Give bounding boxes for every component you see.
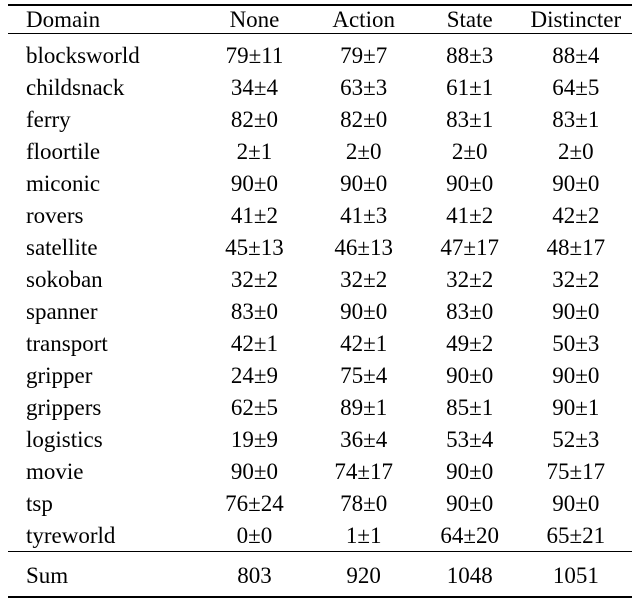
column-header-state: State <box>420 5 520 34</box>
cell-domain: sokoban <box>26 266 103 292</box>
cell-domain: ferry <box>26 106 71 132</box>
cell-domain: movie <box>26 458 84 484</box>
cell-action: 42±1 <box>340 330 388 356</box>
cell-none: 19±9 <box>230 426 279 452</box>
cell-action: 41±3 <box>340 202 388 228</box>
cell-none: 79±11 <box>201 34 307 72</box>
table-row <box>8 167 632 199</box>
cell-state: 32±2 <box>446 266 494 292</box>
table-summary-row <box>8 552 632 598</box>
cell-domain: gripper <box>26 362 93 388</box>
table-header <box>8 5 632 34</box>
cell-none: 82±0 <box>230 106 279 132</box>
cell-distincter: 90±0 <box>552 170 600 196</box>
cell-state: 2±0 <box>451 138 488 164</box>
cell-none: 24±9 <box>230 362 279 388</box>
table-row <box>8 199 632 231</box>
cell-distincter: 2±0 <box>558 138 594 164</box>
cell-domain: rovers <box>26 202 84 228</box>
cell-state: 90±0 <box>446 458 494 484</box>
cell-state: 64±20 <box>440 522 500 548</box>
column-header-action: Action <box>308 5 420 34</box>
cell-summary-label: Sum <box>8 552 201 598</box>
cell-distincter: 75±17 <box>546 458 606 484</box>
column-header-domain: Domain <box>8 5 201 34</box>
cell-none: 34±4 <box>230 74 279 100</box>
cell-distincter: 48±17 <box>546 234 606 260</box>
cell-none: 45±13 <box>225 234 284 260</box>
cell-action: 89±1 <box>340 394 388 420</box>
cell-none: 41±2 <box>230 202 279 228</box>
cell-domain: blocksworld <box>8 34 201 72</box>
table-row <box>8 359 632 391</box>
column-header-distincter: Distincter <box>520 5 632 34</box>
cell-domain: floortile <box>26 138 101 164</box>
cell-domain: tyreworld <box>26 522 116 548</box>
cell-none: 76±24 <box>225 490 284 516</box>
cell-domain: childsnack <box>26 74 125 100</box>
cell-action: 79±7 <box>308 34 420 72</box>
cell-none: 83±0 <box>230 298 279 324</box>
cell-action: 1±1 <box>345 522 382 548</box>
table-row <box>8 327 632 359</box>
cell-domain: spanner <box>26 298 98 324</box>
cell-action: 75±4 <box>340 362 388 388</box>
cell-domain: satellite <box>26 234 98 260</box>
cell-state: 83±1 <box>446 106 494 132</box>
cell-distincter: 83±1 <box>552 106 600 132</box>
table-row <box>8 263 632 295</box>
cell-action: 82±0 <box>340 106 388 132</box>
cell-summary-none: 803 <box>201 552 307 598</box>
cell-state: 90±0 <box>446 490 494 516</box>
table-row <box>8 295 632 327</box>
table-row <box>8 391 632 423</box>
table-row <box>8 135 632 167</box>
cell-action: 36±4 <box>340 426 388 452</box>
cell-summary-state: 1048 <box>420 552 520 598</box>
cell-action: 74±17 <box>334 458 393 484</box>
cell-none: 0±0 <box>236 522 273 548</box>
cell-action: 90±0 <box>340 170 388 196</box>
cell-action: 90±0 <box>340 298 388 324</box>
cell-action: 46±13 <box>334 234 393 260</box>
results-table <box>8 4 632 598</box>
cell-summary-distincter: 1051 <box>520 552 632 598</box>
cell-none: 62±5 <box>230 394 279 420</box>
table-row <box>8 455 632 487</box>
cell-state: 88±3 <box>420 34 520 72</box>
table-body <box>8 34 632 598</box>
cell-action: 2±0 <box>345 138 382 164</box>
cell-distincter: 90±0 <box>552 490 600 516</box>
cell-domain: transport <box>26 330 108 356</box>
cell-action: 63±3 <box>340 74 388 100</box>
cell-distincter: 65±21 <box>546 522 606 548</box>
cell-state: 83±0 <box>446 298 494 324</box>
cell-summary-action: 920 <box>308 552 420 598</box>
table-header-row <box>8 5 632 34</box>
cell-state: 90±0 <box>446 362 494 388</box>
table-row <box>8 487 632 519</box>
table-row <box>8 231 632 263</box>
table-row <box>8 423 632 455</box>
table-row <box>8 34 632 72</box>
cell-domain: logistics <box>26 426 103 452</box>
cell-domain: tsp <box>26 490 53 516</box>
table-row <box>8 103 632 135</box>
cell-domain: miconic <box>26 170 101 196</box>
cell-none: 90±0 <box>230 170 279 196</box>
cell-distincter: 90±0 <box>552 362 600 388</box>
cell-distincter: 52±3 <box>552 426 600 452</box>
table-row <box>8 71 632 103</box>
cell-distincter: 90±1 <box>552 394 600 420</box>
cell-distincter: 42±2 <box>552 202 600 228</box>
cell-state: 53±4 <box>446 426 494 452</box>
cell-none: 90±0 <box>230 458 279 484</box>
cell-distincter: 32±2 <box>552 266 600 292</box>
cell-none: 42±1 <box>230 330 279 356</box>
cell-state: 47±17 <box>440 234 500 260</box>
cell-none: 2±1 <box>236 138 273 164</box>
cell-domain: grippers <box>26 394 102 420</box>
cell-distincter: 50±3 <box>552 330 600 356</box>
column-header-none: None <box>201 5 307 34</box>
cell-distincter: 88±4 <box>520 34 632 72</box>
cell-action: 78±0 <box>340 490 388 516</box>
cell-action: 32±2 <box>340 266 388 292</box>
cell-state: 41±2 <box>446 202 494 228</box>
cell-distincter: 64±5 <box>552 74 600 100</box>
cell-none: 32±2 <box>230 266 279 292</box>
table-row <box>8 519 632 552</box>
cell-distincter: 90±0 <box>552 298 600 324</box>
cell-state: 85±1 <box>446 394 494 420</box>
cell-state: 61±1 <box>446 74 494 100</box>
cell-state: 49±2 <box>446 330 494 356</box>
cell-state: 90±0 <box>446 170 494 196</box>
